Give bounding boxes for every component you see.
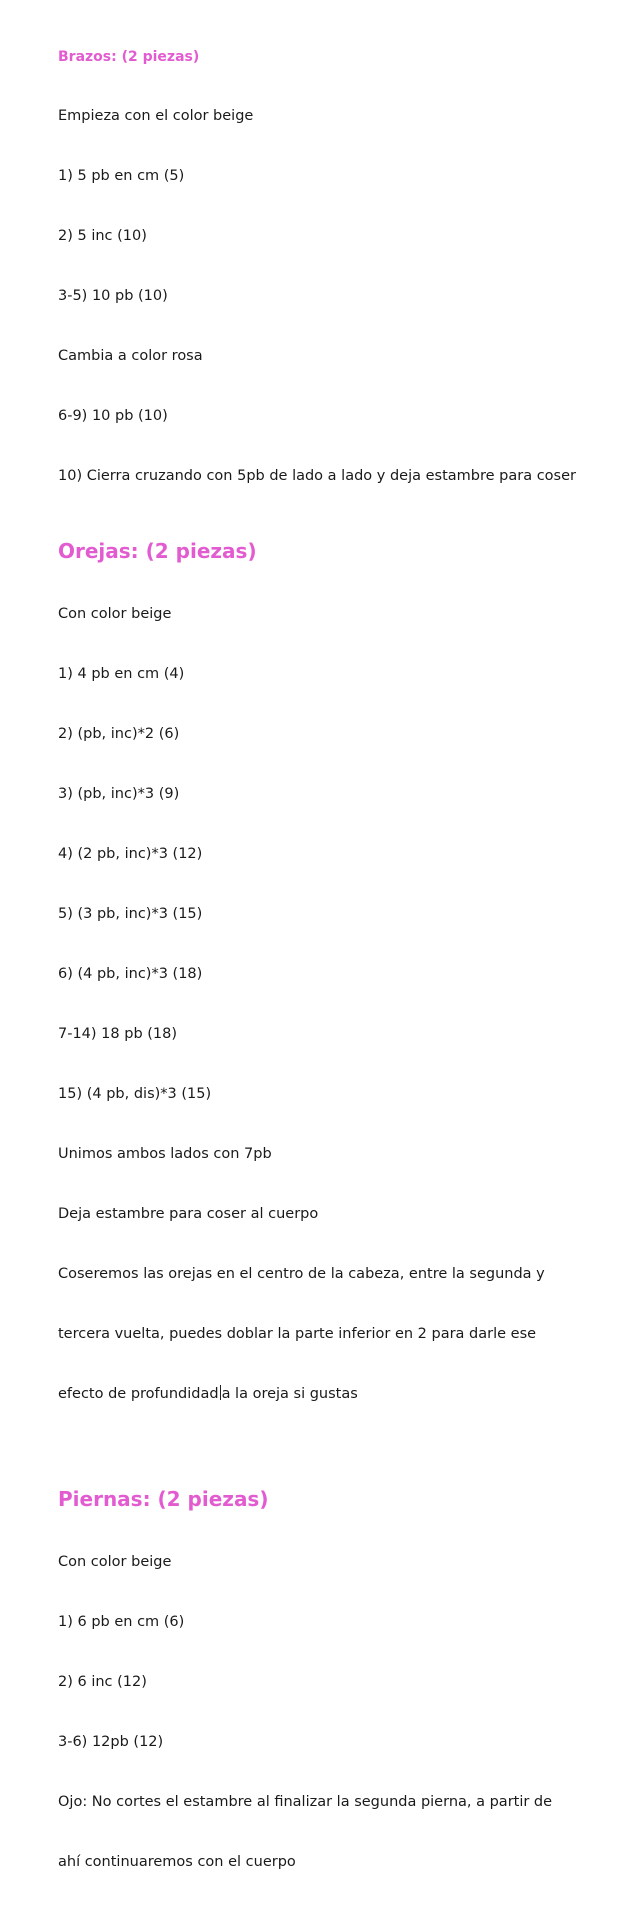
orejas-line: 4) (2 pb, inc)*3 (12) xyxy=(58,846,203,862)
orejas-title: Orejas: (2 piezas) xyxy=(58,539,257,563)
orejas-line: 3) (pb, inc)*3 (9) xyxy=(58,786,180,802)
brazos-line: 1) 5 pb en cm (5) xyxy=(58,168,185,184)
document-page xyxy=(58,48,618,1912)
section-orejas xyxy=(58,538,618,1444)
orejas-line: 6) (4 pb, inc)*3 (18) xyxy=(58,966,203,982)
orejas-line: Unimos ambos lados con 7pb xyxy=(58,1146,272,1162)
orejas-line: Deja estambre para coser al cuerpo xyxy=(58,1206,319,1222)
orejas-line: 5) (3 pb, inc)*3 (15) xyxy=(58,906,203,922)
orejas-line: Con color beige xyxy=(58,606,172,622)
piernas-lines xyxy=(58,1512,618,1912)
piernas-line: 1) 6 pb en cm (6) xyxy=(58,1614,185,1630)
section-piernas xyxy=(58,1486,618,1912)
piernas-line: Con color beige xyxy=(58,1554,172,1570)
piernas-line: 3-6) 12pb (12) xyxy=(58,1734,164,1750)
orejas-line: 1) 4 pb en cm (4) xyxy=(58,666,185,682)
orejas-line: 15) (4 pb, dis)*3 (15) xyxy=(58,1086,212,1102)
piernas-line: 2) 6 inc (12) xyxy=(58,1674,147,1690)
orejas-last-line-after-caret: a la oreja si gustas xyxy=(221,1386,358,1402)
piernas-title: Piernas: (2 piezas) xyxy=(58,1487,269,1511)
brazos-line: Cambia a color rosa xyxy=(58,348,203,364)
text-caret xyxy=(220,1385,221,1400)
orejas-last-line-before-caret: efecto de profundidad xyxy=(58,1386,219,1402)
section-brazos xyxy=(58,48,618,526)
brazos-line: 6-9) 10 pb (10) xyxy=(58,408,168,424)
orejas-line: Coseremos las orejas en el centro de la cabeza, entre la segunda y xyxy=(58,1266,545,1282)
orejas-line: 2) (pb, inc)*2 (6) xyxy=(58,726,180,742)
brazos-line: 10) Cierra cruzando con 5pb de lado a lado y deja estambre para coser xyxy=(58,468,576,484)
brazos-line: Empieza con el color beige xyxy=(58,108,254,124)
brazos-line: 2) 5 inc (10) xyxy=(58,228,147,244)
orejas-last-line[interactable] xyxy=(58,1384,618,1404)
orejas-line: tercera vuelta, puedes doblar la parte inferior en 2 para darle ese xyxy=(58,1326,537,1342)
brazos-title: Brazos: (2 piezas) xyxy=(58,49,200,65)
orejas-lines xyxy=(58,564,618,1444)
brazos-line: 3-5) 10 pb (10) xyxy=(58,288,168,304)
orejas-line: 7-14) 18 pb (18) xyxy=(58,1026,178,1042)
piernas-line: Ojo: No cortes el estambre al finalizar la segunda pierna, a partir de xyxy=(58,1794,553,1810)
piernas-line: ahí continuaremos con el cuerpo xyxy=(58,1854,296,1870)
brazos-lines xyxy=(58,66,618,526)
